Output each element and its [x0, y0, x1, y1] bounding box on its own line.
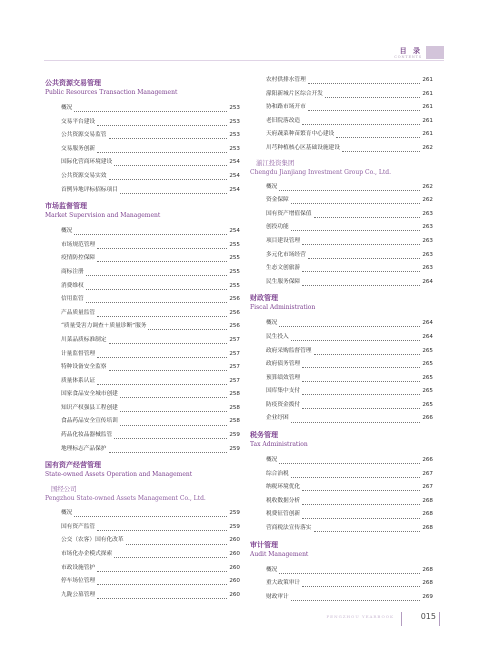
toc-entry[interactable]	[250, 564, 433, 578]
toc-entry[interactable]	[45, 388, 240, 402]
toc-entry-title: 民生服务保障	[266, 278, 301, 285]
toc-entry-title: 信用监管	[61, 296, 84, 303]
toc-entry[interactable]	[250, 276, 433, 290]
toc-entry-page: 257	[229, 377, 240, 384]
dot-leader	[86, 289, 228, 290]
toc-entry-title: 农村供排水管理	[266, 77, 306, 83]
toc-entry-page: 255	[229, 268, 240, 275]
dot-leader	[314, 217, 421, 218]
toc-entry-page: 259	[229, 432, 240, 439]
dot-leader	[126, 544, 228, 545]
toc-entry-page: 269	[422, 593, 433, 600]
toc-entry[interactable]	[45, 252, 240, 266]
dot-leader	[109, 452, 228, 453]
toc-entry[interactable]	[45, 521, 240, 535]
toc-entry-page: 258	[229, 391, 240, 398]
toc-entry-page: 263	[422, 224, 433, 231]
toc-entry[interactable]	[250, 221, 433, 235]
toc-entry-page: 262	[422, 183, 433, 190]
toc-entry[interactable]	[250, 481, 433, 495]
toc-entry-title: 消费维权	[61, 282, 84, 289]
toc-entry[interactable]	[45, 156, 240, 170]
toc-entry-title: 协和路市场开市	[266, 104, 306, 111]
toc-entry-title: 川菜品质标准制定	[61, 336, 107, 343]
dot-leader	[114, 438, 227, 439]
dot-leader	[74, 516, 227, 517]
toc-entry-title: 市场规范管理	[61, 241, 96, 248]
toc-entry[interactable]	[250, 345, 433, 359]
toc-entry-title: 疫情防控保障	[61, 255, 96, 262]
dot-leader	[308, 258, 421, 259]
toc-entry-page: 254	[229, 159, 240, 166]
section-title: 国有资产经营管理	[45, 460, 101, 470]
toc-entry-title: 公交（农客）国有化改革	[61, 537, 124, 544]
dot-leader	[97, 571, 227, 572]
toc-entry-page: 265	[422, 374, 433, 381]
section-title-en: Audit Management	[250, 550, 309, 558]
section-title: 财政管理	[250, 293, 278, 303]
toc-entry[interactable]	[250, 508, 433, 522]
footer-divider-right	[439, 612, 440, 626]
toc-entry[interactable]	[250, 249, 433, 263]
toc-entry-title: 综合治税	[266, 470, 289, 477]
dot-leader	[314, 531, 421, 532]
toc-entry-page: 257	[229, 350, 240, 357]
toc-entry-page: 260	[229, 591, 240, 598]
toc-entry[interactable]	[250, 128, 433, 142]
toc-entry-page: 263	[422, 251, 433, 258]
toc-entry-title: 交易服务创新	[61, 145, 96, 152]
toc-entry[interactable]	[250, 468, 433, 482]
toc-entry-title: 政府采购监督管理	[266, 347, 312, 354]
toc-entry[interactable]	[45, 507, 240, 521]
dot-leader	[302, 408, 420, 409]
dot-leader	[291, 230, 421, 231]
toc-entry-title: 概况	[266, 183, 278, 190]
section-title: 市场监督管理	[45, 201, 87, 211]
toc-entry[interactable]	[250, 208, 433, 222]
toc-entry-page: 265	[422, 401, 433, 408]
toc-entry[interactable]	[45, 129, 240, 143]
toc-entry[interactable]	[250, 522, 433, 536]
toc-entry-title: “质量受害力调查＋质量诊断”服务	[61, 323, 147, 330]
dot-leader	[279, 573, 420, 574]
section-title: 公共资源交易管理	[45, 78, 101, 87]
toc-entry[interactable]	[45, 143, 240, 157]
toc-entry-page: 263	[422, 237, 433, 244]
dot-leader	[336, 137, 420, 138]
dot-leader	[302, 244, 420, 245]
toc-entry-page: 265	[422, 361, 433, 368]
toc-entry-title: 概况	[266, 566, 278, 573]
toc-entry-page: 259	[229, 523, 240, 530]
toc-entry[interactable]	[45, 375, 240, 389]
dot-leader	[120, 411, 227, 412]
toc-entry-page: 261	[422, 131, 433, 138]
dot-leader	[302, 504, 420, 505]
toc-entry-title: 国有资产增值保值	[266, 210, 312, 217]
toc-entry[interactable]	[250, 235, 433, 249]
toc-entry-page: 267	[422, 484, 433, 491]
toc-entry-title: 特种设备安全监察	[61, 364, 107, 371]
dot-leader	[148, 329, 227, 330]
toc-entry-title: 公共资源交易实效	[61, 172, 107, 179]
toc-entry[interactable]	[45, 589, 240, 603]
toc-entry-title: 税费征管创新	[266, 511, 301, 518]
toc-left-column	[45, 74, 240, 602]
dot-leader	[302, 490, 420, 491]
toc-entry[interactable]	[45, 184, 240, 198]
toc-entry-page: 264	[422, 333, 433, 340]
dot-leader	[97, 530, 227, 531]
toc-entry-title: 防疫资金拨付	[266, 401, 301, 408]
dot-leader	[97, 248, 227, 249]
toc-entry-title: 国库集中支付	[266, 388, 301, 395]
toc-entry-page: 254	[229, 172, 240, 179]
toc-entry-title: 市政设施管护	[61, 564, 96, 571]
toc-entry[interactable]	[250, 101, 433, 115]
dot-leader	[97, 598, 227, 599]
toc-entry-title: 天府蔬菜种苗繁育中心建设	[266, 131, 335, 138]
dot-leader	[291, 422, 421, 423]
toc-entry-page: 257	[229, 364, 240, 371]
toc-entry[interactable]	[45, 562, 240, 576]
toc-entry-title: 概况	[61, 228, 73, 235]
dot-leader	[97, 357, 227, 358]
toc-entry-page: 253	[229, 105, 240, 111]
toc-entry-title: 药品化妆品器械监管	[61, 432, 113, 439]
toc-entry[interactable]	[250, 262, 433, 276]
toc-entry-title: 交易平台建设	[61, 118, 96, 125]
toc-entry[interactable]	[250, 88, 433, 102]
section-title-en: Market Supervision and Management	[45, 212, 161, 220]
toc-entry-page: 265	[422, 388, 433, 395]
dot-leader	[291, 477, 421, 478]
toc-entry[interactable]	[250, 115, 433, 129]
toc-entry-page: 254	[229, 186, 240, 193]
section-title-en: Public Resources Transaction Management	[45, 89, 178, 96]
toc-entry-title: 重大政策审计	[266, 580, 301, 587]
toc-entry-page: 264	[422, 320, 433, 327]
dot-leader	[97, 261, 227, 262]
toc-entry[interactable]	[45, 225, 240, 239]
toc-entry-page: 260	[229, 564, 240, 571]
dot-leader	[97, 384, 227, 385]
toc-entry-title: 概况	[61, 510, 73, 517]
toc-entry[interactable]	[250, 142, 433, 156]
toc-entry-title: 多元化市场经营	[266, 251, 306, 258]
dot-leader	[114, 557, 227, 558]
toc-entry-title: 川芎种植核心区基础设施建设	[266, 144, 340, 151]
toc-entry[interactable]	[250, 194, 433, 208]
toc-entry-title: 税收数据分析	[266, 497, 301, 504]
toc-entry-title: 概况	[266, 320, 278, 327]
toc-entry[interactable]	[250, 358, 433, 372]
toc-entry-page: 265	[422, 347, 433, 354]
dot-leader	[97, 316, 227, 317]
dot-leader	[109, 138, 228, 139]
toc-entry-page: 253	[229, 145, 240, 152]
dot-leader	[97, 584, 227, 585]
section-title-en: State-owned Assets Operation and Management	[45, 471, 193, 479]
header-divider	[44, 60, 444, 61]
toc-entry-title: 停车场位管理	[61, 578, 96, 585]
toc-entry-title: 预算绩效管理	[266, 374, 301, 381]
dot-leader	[74, 111, 227, 112]
toc-entry[interactable]	[45, 239, 240, 253]
toc-entry[interactable]	[45, 443, 240, 457]
dot-leader	[325, 97, 420, 98]
dot-leader	[302, 394, 420, 395]
dot-leader	[120, 425, 227, 426]
toc-entry-page: 263	[422, 210, 433, 217]
header-title: 目 录	[399, 46, 422, 55]
toc-entry-page: 268	[422, 580, 433, 587]
dot-leader	[86, 275, 228, 276]
toc-entry[interactable]	[45, 348, 240, 362]
toc-entry-page: 257	[229, 336, 240, 343]
dot-leader	[120, 397, 227, 398]
toc-entry-page: 268	[422, 497, 433, 504]
toc-entry-page: 262	[422, 144, 433, 151]
footer-brand: PENGZHOU YEARBOOK	[326, 614, 394, 619]
dot-leader	[109, 370, 228, 371]
toc-entry[interactable]	[250, 385, 433, 399]
toc-entry-title: 公共资源交易监管	[61, 132, 107, 139]
dot-leader	[291, 340, 421, 341]
toc-entry-title: 概况	[61, 105, 73, 111]
toc-entry[interactable]	[45, 548, 240, 562]
toc-entry[interactable]	[45, 429, 240, 443]
toc-entry-page: 262	[422, 197, 433, 204]
toc-entry-title: 国有资产监管	[61, 523, 96, 530]
toc-entry-title: 国际化营商环境建设	[61, 159, 113, 166]
toc-entry[interactable]	[45, 361, 240, 375]
toc-entry-title: 创投功能	[266, 224, 289, 231]
toc-entry[interactable]	[250, 372, 433, 386]
toc-entry-title: 项目建设管理	[266, 237, 301, 244]
section-title: 税务管理	[250, 430, 278, 440]
toc-entry-title: 老旧院落改造	[266, 117, 301, 124]
toc-entry-title: 产品质量监管	[61, 309, 96, 316]
dot-leader	[279, 326, 420, 327]
toc-entry-page: 259	[229, 445, 240, 452]
toc-entry-page: 263	[422, 265, 433, 272]
toc-entry-page: 256	[229, 309, 240, 316]
toc-entry-title: 民生投入	[266, 333, 289, 340]
toc-entry-page: 253	[229, 118, 240, 125]
toc-entry-title: 生态文创旅游	[266, 265, 301, 272]
toc-entry-title: 政府债务管理	[266, 361, 301, 368]
toc-entry-page: 266	[422, 415, 433, 422]
toc-entry-title: 食品药品安全宣传培训	[61, 418, 118, 425]
dot-leader	[74, 234, 227, 235]
toc-entry-title: 首例异地评标招标项目	[61, 186, 118, 193]
dot-leader	[291, 203, 421, 204]
toc-entry-page: 267	[422, 470, 433, 477]
toc-entry-page: 256	[229, 296, 240, 303]
toc-entry[interactable]	[45, 266, 240, 280]
toc-entry[interactable]	[45, 116, 240, 130]
dot-leader	[308, 83, 421, 84]
dot-leader	[302, 381, 420, 382]
toc-entry-page: 259	[229, 510, 240, 517]
toc-entry-page: 253	[229, 132, 240, 139]
dot-leader	[308, 110, 421, 111]
toc-entry-title: 商标注册	[61, 268, 84, 275]
toc-entry[interactable]	[45, 402, 240, 416]
toc-entry[interactable]	[45, 320, 240, 334]
dot-leader	[302, 124, 420, 125]
toc-entry-page: 260	[229, 578, 240, 585]
toc-entry-title: 纳税环境优化	[266, 484, 301, 491]
toc-entry-title: 地理标志产品保护	[61, 445, 107, 452]
toc-entry-page: 260	[229, 551, 240, 558]
dot-leader	[302, 586, 420, 587]
header-subtitle: CONTENTS	[394, 55, 422, 59]
toc-entry[interactable]	[45, 575, 240, 589]
toc-entry-title: 知识产权强县工程创建	[61, 404, 118, 411]
toc-entry-page: 258	[229, 418, 240, 425]
toc-entry-title: 濛阳新城片区综合开发	[266, 90, 323, 97]
dot-leader	[302, 367, 420, 368]
subsection-title: 湔江投资集团	[256, 158, 295, 167]
footer-divider	[401, 612, 402, 626]
dot-leader	[302, 518, 420, 519]
toc-entry[interactable]	[45, 102, 240, 116]
page-number: 015	[420, 612, 436, 621]
toc-entry[interactable]	[45, 293, 240, 307]
toc-entry-title: 企业纾困	[266, 415, 289, 422]
toc-entry[interactable]	[250, 331, 433, 345]
toc-entry-page: 255	[229, 241, 240, 248]
toc-entry[interactable]	[45, 307, 240, 321]
toc-entry-page: 256	[229, 323, 240, 330]
dot-leader	[314, 354, 421, 355]
toc-entry[interactable]	[45, 170, 240, 184]
toc-entry[interactable]	[250, 317, 433, 331]
toc-entry[interactable]	[250, 577, 433, 591]
toc-entry-title: 九陇公墓管理	[61, 591, 96, 598]
toc-entry-page: 258	[229, 404, 240, 411]
toc-entry-page: 254	[229, 228, 240, 235]
toc-entry-page: 261	[422, 90, 433, 97]
subsection-title: 国经公司	[51, 485, 77, 494]
toc-entry-title: 财政审计	[266, 593, 289, 600]
toc-entry[interactable]	[250, 74, 433, 88]
toc-entry-title: 资金保障	[266, 197, 289, 204]
toc-entry-title: 市场化办企模式探索	[61, 551, 113, 558]
toc-entry-page: 255	[229, 282, 240, 289]
toc-entry[interactable]	[250, 495, 433, 509]
dot-leader	[302, 271, 420, 272]
toc-entry-page: 260	[229, 537, 240, 544]
toc-entry-page: 261	[422, 117, 433, 124]
toc-entry-title: 概况	[266, 457, 278, 464]
toc-entry[interactable]	[250, 591, 433, 605]
dot-leader	[109, 343, 228, 344]
header-decor-bar	[426, 46, 444, 59]
section-title-en: Tax Administration	[250, 441, 308, 449]
toc-entry-page: 268	[422, 525, 433, 532]
toc-entry-page: 261	[422, 77, 433, 83]
subsection-title-en: Pengzhou State-owned Assets Management Co., Ltd.	[45, 495, 206, 503]
toc-entry[interactable]	[250, 412, 433, 426]
dot-leader	[302, 285, 420, 286]
dot-leader	[279, 463, 420, 464]
toc-entry-page: 266	[422, 457, 433, 464]
toc-entry-page: 268	[422, 566, 433, 573]
toc-entry[interactable]	[250, 181, 433, 195]
dot-leader	[114, 165, 227, 166]
toc-entry[interactable]	[45, 415, 240, 429]
dot-leader	[97, 152, 227, 153]
dot-leader	[279, 190, 420, 191]
toc-entry[interactable]	[45, 280, 240, 294]
toc-entry-title: 国家食品安全城市创建	[61, 391, 118, 398]
dot-leader	[109, 179, 228, 180]
toc-entry[interactable]	[45, 534, 240, 548]
subsection-title-en: Chengdu Jianjiang Investment Group Co., Ltd.	[250, 168, 391, 176]
toc-entry-page: 255	[229, 255, 240, 262]
toc-entry-page: 268	[422, 511, 433, 518]
dot-leader	[120, 193, 227, 194]
toc-right-column	[250, 74, 433, 604]
toc-entry-title: 营商税法宣传落实	[266, 525, 312, 532]
toc-entry[interactable]	[45, 334, 240, 348]
toc-entry[interactable]	[250, 454, 433, 468]
dot-leader	[86, 302, 228, 303]
dot-leader	[342, 151, 420, 152]
toc-entry-title: 质量体系认证	[61, 377, 96, 384]
toc-entry-title: 计量监督管理	[61, 350, 96, 357]
toc-entry-page: 264	[422, 278, 433, 285]
toc-entry[interactable]	[250, 399, 433, 413]
section-title: 审计管理	[250, 539, 278, 549]
section-title-en: Fiscal Administration	[250, 304, 316, 312]
dot-leader	[97, 125, 227, 126]
dot-leader	[291, 600, 421, 601]
toc-entry-page: 261	[422, 104, 433, 111]
